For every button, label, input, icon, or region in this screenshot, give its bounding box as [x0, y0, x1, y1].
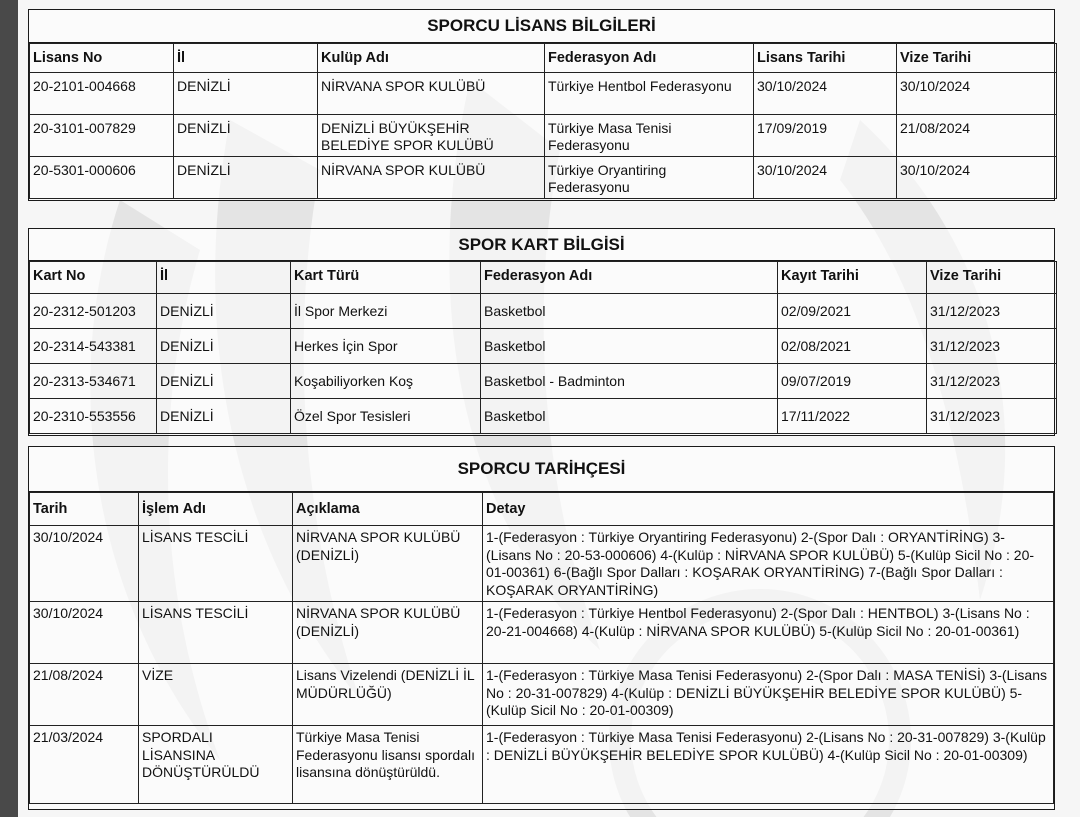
- table-cell: 31/12/2023: [927, 364, 1057, 399]
- table-cell: Basketbol: [481, 294, 778, 329]
- table-cell: DENİZLİ: [174, 157, 318, 199]
- table-cell: 20-2313-534671: [30, 364, 157, 399]
- lisans-header-cell: İl: [174, 44, 318, 73]
- table-cell: Koşabiliyorken Koş: [291, 364, 481, 399]
- table-cell: İl Spor Merkezi: [291, 294, 481, 329]
- table-cell: 21/08/2024: [897, 115, 1057, 157]
- table-cell: NİRVANA SPOR KULÜBÜ: [318, 73, 545, 115]
- tarihce-section: [28, 446, 1055, 810]
- table-cell: DENİZLİ: [157, 399, 291, 434]
- table-cell: 21/08/2024: [30, 664, 139, 726]
- lisans-header-row: [30, 44, 1057, 73]
- table-cell: DENİZLİ BÜYÜKŞEHİR BELEDİYE SPOR KULÜBÜ: [318, 115, 545, 157]
- table-cell: 1-(Federasyon : Türkiye Masa Tenisi Federasyonu) 2-(Spor Dalı : MASA TENİSİ) 3-(Lisans No : 20-31-007829) 4-(Kulüp : DENİZLİ BÜYÜKŞEHİR BELEDİYE SPOR KULÜBÜ) 5-(Kulüp Sicil No : 20-01-00309): [483, 664, 1054, 726]
- table-row: [30, 294, 1057, 329]
- tarihce-header-cell: Detay: [483, 493, 1054, 526]
- table-cell: Türkiye Masa Tenisi Federasyonu lisansı spordalı lisansına dönüştürüldü.: [293, 726, 483, 804]
- table-cell: 02/08/2021: [778, 329, 927, 364]
- lisans-header-cell: Vize Tarihi: [897, 44, 1057, 73]
- table-cell: 1-(Federasyon : Türkiye Oryantiring Federasyonu) 2-(Spor Dalı : ORYANTİRİNG) 3-(Lisans No : 20-53-000606) 4-(Kulüp : NİRVANA SPOR KULÜBÜ) 5-(Kulüp Sicil No : 20-01-00361) 6-(Bağlı Spor Dalları : KOŞARAK ORYANTİRİNG) 7-(Bağlı Spor Dalları : KOŞARAK ORYANTİRİNG): [483, 526, 1054, 602]
- kart-header-cell: Federasyon Adı: [481, 262, 778, 294]
- table-cell: 31/12/2023: [927, 294, 1057, 329]
- table-cell: Türkiye Oryantiring Federasyonu: [545, 157, 754, 199]
- table-cell: DENİZLİ: [157, 364, 291, 399]
- table-row: [30, 73, 1057, 115]
- kart-header-row: [30, 262, 1057, 294]
- table-cell: 20-2312-501203: [30, 294, 157, 329]
- table-cell: 17/11/2022: [778, 399, 927, 434]
- tarihce-section-title: SPORCU TARİHÇESİ: [29, 447, 1054, 492]
- table-cell: 31/12/2023: [927, 399, 1057, 434]
- table-cell: Türkiye Hentbol Federasyonu: [545, 73, 754, 115]
- table-cell: 20-5301-000606: [30, 157, 174, 199]
- table-row: [30, 157, 1057, 199]
- table-cell: 30/10/2024: [30, 602, 139, 664]
- table-cell: LİSANS TESCİLİ: [139, 602, 293, 664]
- lisans-section: [28, 9, 1055, 201]
- lisans-section-title: SPORCU LİSANS BİLGİLERİ: [29, 10, 1054, 43]
- lisans-header-cell: Federasyon Adı: [545, 44, 754, 73]
- table-cell: 21/03/2024: [30, 726, 139, 804]
- lisans-header-cell: Kulüp Adı: [318, 44, 545, 73]
- table-cell: Türkiye Masa Tenisi Federasyonu: [545, 115, 754, 157]
- lisans-table: [29, 43, 1057, 199]
- tarihce-header-cell: Tarih: [30, 493, 139, 526]
- table-row: [30, 329, 1057, 364]
- kart-section-title: SPOR KART BİLGİSİ: [29, 229, 1054, 261]
- table-cell: VİZE: [139, 664, 293, 726]
- table-cell: 1-(Federasyon : Türkiye Masa Tenisi Federasyonu) 2-(Lisans No : 20-31-007829) 3-(Kulüp : DENİZLİ BÜYÜKŞEHİR BELEDİYE SPOR KULÜBÜ) 4-(Kulüp Sicil No : 20-01-00309): [483, 726, 1054, 804]
- lisans-header-cell: Lisans No: [30, 44, 174, 73]
- table-cell: LİSANS TESCİLİ: [139, 526, 293, 602]
- table-cell: Basketbol: [481, 329, 778, 364]
- table-cell: DENİZLİ: [174, 73, 318, 115]
- table-cell: 09/07/2019: [778, 364, 927, 399]
- table-row: [30, 526, 1054, 602]
- table-cell: 02/09/2021: [778, 294, 927, 329]
- table-cell: 30/10/2024: [897, 157, 1057, 199]
- kart-header-cell: İl: [157, 262, 291, 294]
- table-cell: DENİZLİ: [157, 329, 291, 364]
- table-cell: NİRVANA SPOR KULÜBÜ (DENİZLİ): [293, 602, 483, 664]
- table-row: [30, 115, 1057, 157]
- table-cell: SPORDALI LİSANSINA DÖNÜŞTÜRÜLDÜ: [139, 726, 293, 804]
- table-row: [30, 602, 1054, 664]
- kart-header-cell: Kart No: [30, 262, 157, 294]
- table-cell: DENİZLİ: [174, 115, 318, 157]
- tarihce-header-cell: Açıklama: [293, 493, 483, 526]
- table-cell: 20-2101-004668: [30, 73, 174, 115]
- table-cell: Lisans Vizelendi (DENİZLİ İL MÜDÜRLÜĞÜ): [293, 664, 483, 726]
- table-cell: Herkes İçin Spor: [291, 329, 481, 364]
- lisans-header-cell: Lisans Tarihi: [754, 44, 897, 73]
- table-cell: 20-3101-007829: [30, 115, 174, 157]
- table-row: [30, 664, 1054, 726]
- table-cell: NİRVANA SPOR KULÜBÜ (DENİZLİ): [293, 526, 483, 602]
- table-cell: 30/10/2024: [754, 73, 897, 115]
- kart-header-cell: Kart Türü: [291, 262, 481, 294]
- table-cell: 1-(Federasyon : Türkiye Hentbol Federasyonu) 2-(Spor Dalı : HENTBOL) 3-(Lisans No : 20-21-004668) 4-(Kulüp : NİRVANA SPOR KULÜBÜ) 5-(Kulüp Sicil No : 20-01-00361): [483, 602, 1054, 664]
- table-row: [30, 364, 1057, 399]
- tarihce-header-cell: İşlem Adı: [139, 493, 293, 526]
- table-cell: 20-2314-543381: [30, 329, 157, 364]
- table-cell: 30/10/2024: [897, 73, 1057, 115]
- table-cell: 30/10/2024: [754, 157, 897, 199]
- table-cell: 17/09/2019: [754, 115, 897, 157]
- left-edge-shadow: [0, 0, 18, 817]
- table-cell: 30/10/2024: [30, 526, 139, 602]
- table-cell: Basketbol - Badminton: [481, 364, 778, 399]
- table-cell: DENİZLİ: [157, 294, 291, 329]
- kart-header-cell: Vize Tarihi: [927, 262, 1057, 294]
- kart-table: [29, 261, 1057, 434]
- kart-section: [28, 228, 1055, 436]
- table-row: [30, 399, 1057, 434]
- table-cell: Özel Spor Tesisleri: [291, 399, 481, 434]
- tarihce-header-row: [30, 493, 1054, 526]
- table-cell: NİRVANA SPOR KULÜBÜ: [318, 157, 545, 199]
- table-cell: 20-2310-553556: [30, 399, 157, 434]
- table-cell: Basketbol: [481, 399, 778, 434]
- table-cell: 31/12/2023: [927, 329, 1057, 364]
- tarihce-table: [29, 492, 1054, 804]
- kart-header-cell: Kayıt Tarihi: [778, 262, 927, 294]
- table-row: [30, 726, 1054, 804]
